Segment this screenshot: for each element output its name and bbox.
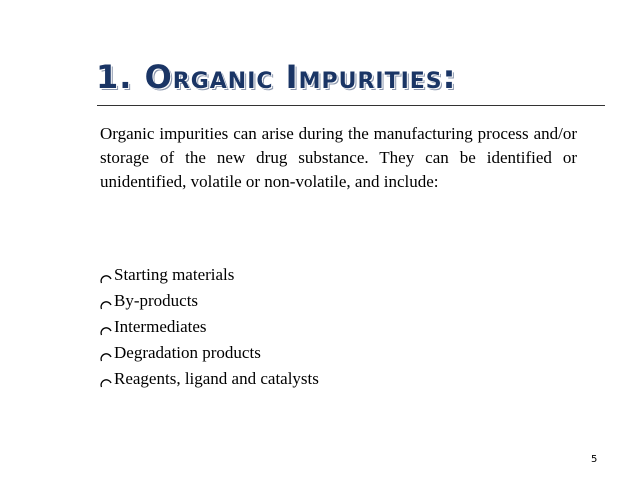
- bullet-arc-icon: [100, 318, 112, 330]
- bullet-text: Reagents, ligand and catalysts: [114, 369, 319, 388]
- slide-title: 1. Organic Impurities:: [96, 58, 457, 96]
- bullet-text: Intermediates: [114, 317, 207, 336]
- title-divider: [97, 105, 605, 106]
- bullet-arc-icon: [100, 370, 112, 382]
- list-item: [100, 262, 319, 288]
- intro-paragraph: Organic impurities can arise during the manufacturing process and/or storage of the new drug substance. They can be identified or unidentified, volatile or non-volatile, and include:: [100, 124, 577, 191]
- bullet-text: Degradation products: [114, 343, 261, 362]
- page-number: 5: [591, 454, 598, 465]
- list-item: [100, 340, 319, 366]
- bullet-arc-icon: [100, 292, 112, 304]
- bullet-text: By-products: [114, 291, 199, 310]
- bullet-text: Starting materials: [114, 265, 235, 284]
- list-item: [100, 288, 319, 314]
- list-item: [100, 314, 319, 340]
- bullet-arc-icon: [100, 266, 112, 278]
- bullet-list: [100, 262, 319, 392]
- list-item: [100, 366, 319, 392]
- bullet-arc-icon: [100, 344, 112, 356]
